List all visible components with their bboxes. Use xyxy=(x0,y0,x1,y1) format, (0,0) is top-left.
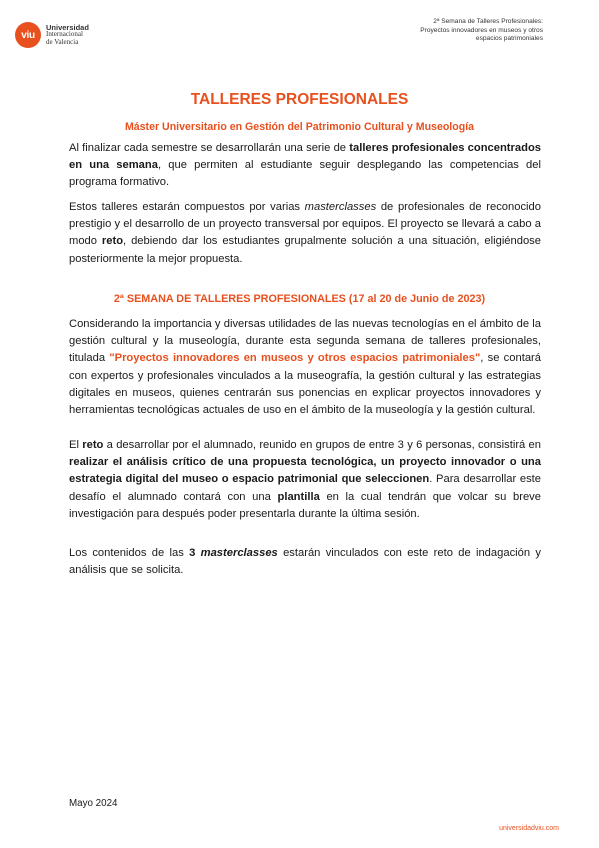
logo-wordmark xyxy=(46,24,89,47)
viu-logo-mark: viu xyxy=(15,22,41,48)
text-run: a desarrollar por el alumnado, reunido en grupos de entre 3 y 6 personas, consistirá en xyxy=(103,439,541,451)
text-run: en la cual tendrán que volcar su breve investigación para después poder presentarla durante la última sesión. xyxy=(69,490,541,520)
text-run: El xyxy=(69,439,83,451)
workshops-paragraph xyxy=(69,199,541,268)
workshop-title-run: "Proyectos innovadores en museos y otros espacios patrimoniales" xyxy=(109,352,481,365)
bold-run: talleres profesionales concentrados en una semana xyxy=(69,142,541,172)
intro-paragraph xyxy=(69,140,541,192)
text-run: de profesionales de reconocido prestigio y el desarrollo de un proyecto transversal por equipos. El proyecto se llevará a cabo a modo xyxy=(69,201,541,248)
logo-line-1: Universidad xyxy=(46,22,89,32)
university-logo xyxy=(15,22,89,48)
footer-url-link[interactable]: universidadviu.com xyxy=(499,825,559,832)
bold-run: 3 xyxy=(189,547,201,559)
running-header-line-3: espacios patrimoniales xyxy=(475,35,543,42)
italic-run: masterclasses xyxy=(304,201,377,213)
bold-run: realizar el análisis crítico de una propuesta tecnológica, un proyecto innovador o una estrategia digital del museo o espacio patrimonial que seleccionen xyxy=(69,456,541,486)
text-run: . Para desarrollar este desafío el alumnado contará con una xyxy=(69,473,542,503)
page-subtitle: Máster Universitario en Gestión del Patrimonio Cultural y Museología xyxy=(124,121,475,133)
text-run: Los contenidos de las xyxy=(69,547,190,559)
bold-run: reto xyxy=(101,235,124,248)
logo-line-2: Internacional xyxy=(46,30,83,39)
page-title: TALLERES PROFESIONALES xyxy=(190,91,409,108)
text-run: , debiendo dar los estudiantes grupalmente solución a una situación, eligiéndose posteriormente la mejor propuesta. xyxy=(69,235,542,265)
context-paragraph xyxy=(69,316,541,419)
bold-italic-run: masterclasses xyxy=(200,547,278,559)
text-run: , que permiten al estudiante seguir desplegando las competencias del programa formativo. xyxy=(69,159,541,189)
logo-line-3: de Valencia xyxy=(46,37,79,46)
running-header xyxy=(363,18,543,44)
text-run: estarán vinculados con este reto de indagación y análisis que se solicita. xyxy=(69,547,541,577)
contents-paragraph xyxy=(69,545,541,579)
text-run: Al finalizar cada semestre se desarrollarán una serie de xyxy=(69,142,350,154)
text-run: Estos talleres estarán compuestos por varias xyxy=(69,201,305,213)
running-header-line-2: Proyectos innovadores en museos y otros xyxy=(420,26,543,34)
section-title: 2ª SEMANA DE TALLERES PROFESIONALES (17 al 20 de Junio de 2023) xyxy=(113,293,486,305)
bold-run: plantilla xyxy=(277,490,320,503)
running-header-line-1: 2ª Semana de Talleres Profesionales: xyxy=(433,18,543,25)
text-run: , se contará con expertos y profesionales vinculados a la museografía, la gestión cultural y las estrategias digitales en museos, quienes centrarán sus ponencias en explicar proyectos innovadores y herramientas tecnológicas actuales de uso en el ámbito de la museología y la gestión cultural. xyxy=(69,352,541,417)
text-run: Considerando la importancia y diversas utilidades de las nuevas tecnologías en el ámbito de la gestión cultural y la museología, durante esta segunda semana de talleres profesionales, titulada xyxy=(69,318,541,365)
bold-run: reto xyxy=(82,439,104,451)
footer-date: Mayo 2024 xyxy=(69,798,118,809)
challenge-paragraph xyxy=(69,437,541,523)
